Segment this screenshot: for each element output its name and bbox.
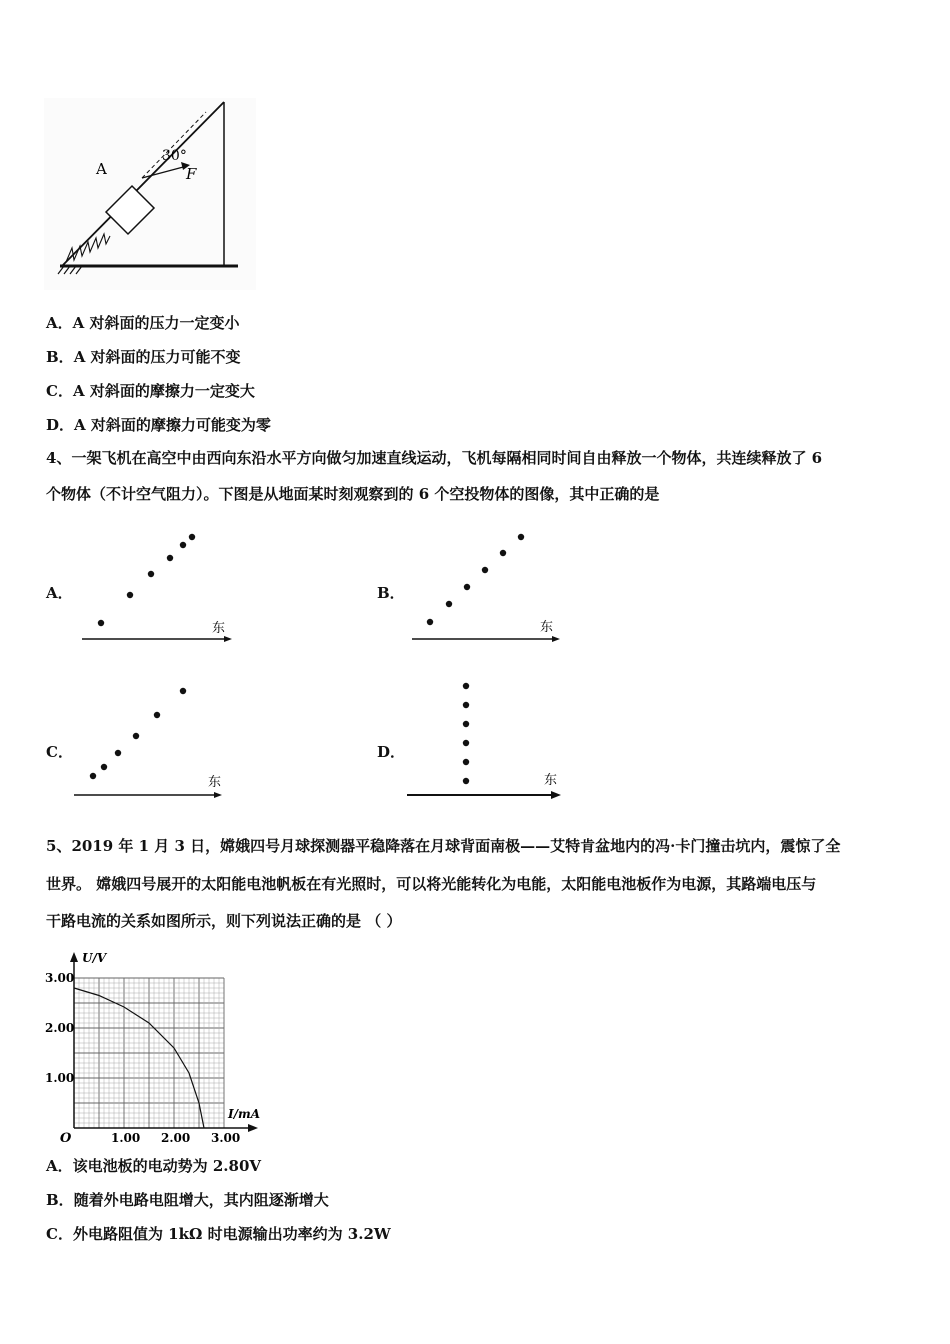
object-dot [98, 620, 104, 626]
angle-label: 30° [162, 148, 187, 164]
object-dot [180, 688, 186, 694]
dots [427, 534, 524, 625]
x-tick-label: 2.00 [161, 1131, 191, 1145]
q4-option-c-label: C． [46, 743, 73, 761]
object-dot [90, 773, 96, 779]
q5-option-a: A．该电池板的电动势为 2.80V [46, 1157, 262, 1175]
q4-option-b-label: B． [377, 584, 405, 602]
incline-figure [44, 98, 256, 290]
east-label: 东 [208, 775, 222, 790]
object-dot [127, 592, 133, 598]
object-dot [115, 750, 121, 756]
force-label: F [186, 165, 197, 183]
object-dot [463, 740, 469, 746]
chart-grid [74, 978, 224, 1128]
x-tick-label: 1.00 [111, 1131, 141, 1145]
object-dot [463, 683, 469, 689]
q4-stem-line1: 4、一架飞机在高空中由西向东沿水平方向做匀加速直线运动，飞机每隔相同时间自由释放一个物体，共连续释放了 6 [46, 449, 823, 467]
dots [98, 534, 195, 626]
object-dot [133, 733, 139, 739]
q5-stem-line3: 干路电流的关系如图所示，则下列说法正确的是 （ ） [46, 912, 402, 930]
q3-option-c: C．A 对斜面的摩擦力一定变大 [46, 382, 255, 400]
dots [463, 683, 469, 784]
q4-figure-c [72, 680, 232, 805]
origin-label: O [60, 1131, 72, 1146]
q4-figure-b [410, 528, 570, 648]
object-dot [148, 571, 154, 577]
y-tick-label: 3.00 [45, 971, 75, 985]
object-dot [427, 619, 433, 625]
q3-option-b: B．A 对斜面的压力可能不变 [46, 348, 241, 366]
q3-option-d: D．A 对斜面的摩擦力可能变为零 [46, 416, 271, 434]
x-axis-label: I/mA [228, 1107, 261, 1121]
object-dot [463, 778, 469, 784]
q3-option-a: A．A 对斜面的压力一定变小 [46, 314, 240, 332]
object-dot [464, 584, 470, 590]
object-dot [154, 712, 160, 718]
q5-stem-line1: 5、2019 年 1 月 3 日，嫦娥四号月球探测器平稳降落在月球背面南极——艾特肯盆地内的冯·卡门撞击坑内，震惊了全 [46, 837, 841, 855]
object-dot [167, 555, 173, 561]
q4-option-d-label: D． [377, 743, 406, 761]
object-dot [500, 550, 506, 556]
x-tick-label: 3.00 [211, 1131, 241, 1145]
object-dot [463, 702, 469, 708]
q5-option-b: B．随着外电路电阻增大，其内阻逐渐增大 [46, 1191, 329, 1209]
y-axis-label: U/V [82, 951, 107, 965]
y-tick-label: 1.00 [45, 1071, 75, 1085]
q5-stem-line2: 世界。 嫦娥四号展开的太阳能电池帆板在有光照时，可以将光能转化为电能，太阳能电池板作为电源，其路端电压与 [46, 875, 817, 893]
object-dot [482, 567, 488, 573]
east-label: 东 [540, 620, 554, 635]
object-dot [463, 759, 469, 765]
object-dot [463, 721, 469, 727]
object-dot [180, 542, 186, 548]
q4-figure-d [405, 676, 570, 806]
q4-option-a-label: A． [46, 584, 73, 602]
y-tick-label: 2.00 [45, 1021, 75, 1035]
q4-figure-a [80, 528, 240, 648]
ui-chart [40, 948, 280, 1148]
object-dot [518, 534, 524, 540]
object-dot [446, 601, 452, 607]
q4-stem-line2: 个物体（不计空气阻力）。下图是从地面某时刻观察到的 6 个空投物体的图像，其中正确的是 [46, 485, 660, 503]
east-label: 东 [544, 773, 558, 788]
object-dot [101, 764, 107, 770]
q5-option-c: C．外电路阻值为 1kΩ 时电源输出功率约为 3.2W [46, 1225, 391, 1243]
object-dot [189, 534, 195, 540]
dots [90, 688, 186, 779]
east-label: 东 [212, 621, 226, 636]
block-label: A [96, 160, 107, 178]
